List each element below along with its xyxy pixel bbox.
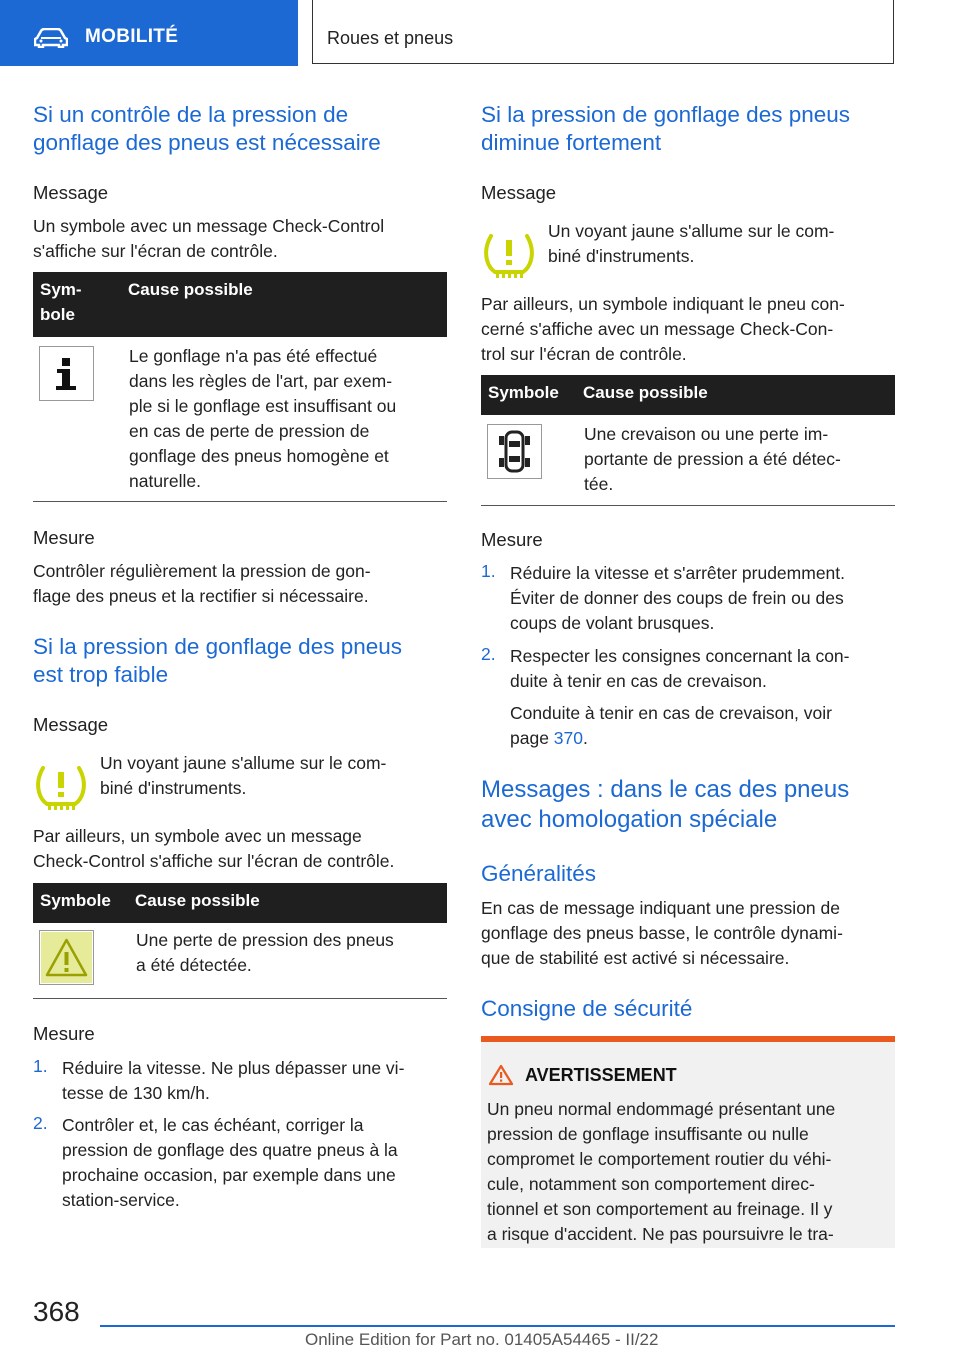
- table-cell: Une crevaison ou une perte im-: [584, 424, 829, 444]
- table-header-symbol: Sym-: [40, 280, 82, 299]
- section-heading: Si un contrôle de la pression de: [33, 102, 349, 127]
- car-icon: [34, 28, 68, 48]
- topic-header: [312, 0, 894, 64]
- table-cell: a été détectée.: [136, 955, 252, 975]
- section-tab[interactable]: [0, 0, 298, 66]
- topic-title: Roues et pneus: [327, 28, 454, 48]
- step-text: coups de volant brusques.: [510, 613, 715, 633]
- subsection-heading: Consigne de sécurité: [481, 996, 693, 1021]
- divider: [481, 505, 895, 506]
- table-header: [33, 883, 447, 923]
- step-text: pression de gonflage des quatre pneus à la: [62, 1140, 398, 1160]
- tire-pressure-warning-icon: [33, 758, 89, 812]
- step-number: 1.: [481, 561, 496, 581]
- warning-label: AVERTISSEMENT: [525, 1065, 677, 1085]
- warning-text: compromet le comportement routier du véhi-: [487, 1149, 832, 1169]
- subheading-message: Message: [33, 182, 109, 203]
- table-cell: Le gonflage n'a pas été effectué: [129, 346, 378, 366]
- paragraph: trol sur l'écran de contrôle.: [481, 344, 687, 364]
- step-text: Conduite à tenir en cas de crevaison, voir: [510, 703, 832, 723]
- paragraph: gonflage des pneus basse, le contrôle dynami-: [481, 923, 843, 943]
- table-header: [33, 272, 447, 337]
- step-text: Respecter les consignes concernant la con-: [510, 646, 850, 666]
- table-header-symbol: Symbole: [488, 383, 559, 402]
- table-header-cause: Cause possible: [583, 383, 708, 402]
- footer-edition: Online Edition for Part no. 01405A54465 - II/22: [305, 1330, 659, 1349]
- section-heading: Si la pression de gonflage des pneus: [481, 102, 851, 127]
- step-number: 2.: [481, 644, 496, 664]
- table-cell: en cas de perte de pression de: [129, 421, 370, 441]
- info-icon: [39, 346, 94, 401]
- table-header-symbol: bole: [40, 305, 75, 324]
- subheading-measure: Mesure: [33, 1023, 95, 1044]
- paragraph: En cas de message indiquant une pression de: [481, 898, 840, 918]
- warning-text: a risque d'accident. Ne pas poursuivre le tra-: [487, 1224, 834, 1244]
- paragraph: flage des pneus et la rectifier si nécessaire.: [33, 586, 369, 606]
- table-cell: portante de pression a été détec-: [584, 449, 841, 469]
- step-text: tesse de 130 km/h.: [62, 1083, 210, 1103]
- paragraph: biné d'instruments.: [548, 246, 695, 266]
- page-number: 368: [33, 1296, 80, 1327]
- warning-box: [481, 1042, 895, 1248]
- table-cell: ple si le gonflage est insuffisant ou: [129, 396, 397, 416]
- table-header: [481, 375, 895, 415]
- paragraph: Un symbole avec un message Check-Control: [33, 216, 385, 236]
- section-heading: diminue fortement: [481, 130, 662, 155]
- paragraph: Un voyant jaune s'allume sur le com-: [548, 221, 835, 241]
- paragraph: cerné s'affiche avec un message Check-Con-: [481, 319, 834, 339]
- page-reference-suffix: .: [583, 728, 588, 748]
- paragraph: Contrôler régulièrement la pression de gon-: [33, 561, 371, 581]
- paragraph: que de stabilité est activé si nécessaire.: [481, 948, 790, 968]
- warning-text: pression de gonflage insuffisante ou nulle: [487, 1124, 809, 1144]
- table-cell: naturelle.: [129, 471, 201, 491]
- step-text: Réduire la vitesse. Ne plus dépasser une vi-: [62, 1058, 405, 1078]
- section-heading: est trop faible: [33, 662, 169, 687]
- table-cell: tée.: [584, 474, 614, 494]
- warning-icon: [488, 1064, 514, 1086]
- warning-triangle-icon: [39, 930, 94, 985]
- section-heading: avec homologation spéciale: [481, 806, 778, 833]
- table-header-cause: Cause possible: [128, 280, 253, 299]
- car-tire-puncture-icon: [487, 424, 542, 479]
- subsection-heading: Généralités: [481, 861, 597, 886]
- subheading-measure: Mesure: [33, 527, 95, 548]
- subheading-message: Message: [33, 714, 109, 735]
- section-heading: Si la pression de gonflage des pneus: [33, 634, 403, 659]
- step-text: prochaine occasion, par exemple dans une: [62, 1165, 396, 1185]
- table-header-cause: Cause possible: [135, 891, 260, 910]
- page-link[interactable]: 370: [553, 728, 583, 748]
- warning-text: tionnel et son comportement au freinage. Il y: [487, 1199, 833, 1219]
- step-text: duite à tenir en cas de crevaison.: [510, 671, 767, 691]
- paragraph: Check-Control s'affiche sur l'écran de contrôle.: [33, 851, 395, 871]
- table-cell: gonflage des pneus homogène et: [129, 446, 389, 466]
- divider: [33, 998, 447, 999]
- subheading-measure: Mesure: [481, 529, 543, 550]
- tire-pressure-warning-icon: [481, 226, 537, 280]
- warning-text: cule, notamment son comportement direc-: [487, 1174, 815, 1194]
- subheading-message: Message: [481, 182, 557, 203]
- section-heading: gonflage des pneus est nécessaire: [33, 130, 381, 155]
- step-text: Contrôler et, le cas échéant, corriger la: [62, 1115, 364, 1135]
- table-header-symbol: Symbole: [40, 891, 111, 910]
- paragraph: s'affiche sur l'écran de contrôle.: [33, 241, 278, 261]
- page-reference-prefix: page: [510, 728, 554, 748]
- step-number: 1.: [33, 1056, 48, 1076]
- paragraph: Par ailleurs, un symbole indiquant le pneu con-: [481, 294, 845, 314]
- step-number: 2.: [33, 1113, 48, 1133]
- page-reference: [510, 726, 588, 751]
- table-cell: dans les règles de l'art, par exem-: [129, 371, 393, 391]
- footer-divider: [100, 1325, 895, 1327]
- step-text: Réduire la vitesse et s'arrêter prudemment.: [510, 563, 846, 583]
- paragraph: Par ailleurs, un symbole avec un message: [33, 826, 362, 846]
- warning-text: Un pneu normal endommagé présentant une: [487, 1099, 836, 1119]
- paragraph: Un voyant jaune s'allume sur le com-: [100, 753, 387, 773]
- table-cell: Une perte de pression des pneus: [136, 930, 394, 950]
- step-text: station-service.: [62, 1190, 180, 1210]
- section-heading: Messages : dans le cas des pneus: [481, 776, 850, 803]
- section-title: MOBILITÉ: [85, 26, 179, 47]
- divider: [33, 501, 447, 502]
- paragraph: biné d'instruments.: [100, 778, 247, 798]
- step-text: Éviter de donner des coups de frein ou des: [510, 588, 844, 608]
